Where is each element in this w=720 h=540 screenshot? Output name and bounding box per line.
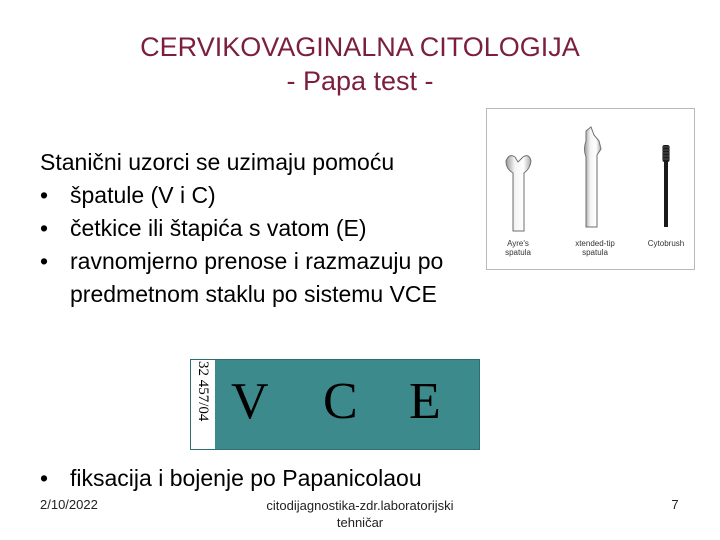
slide-title-line-1: CERVIKOVAGINALNA CITOLOGIJA bbox=[140, 32, 580, 62]
cytobrush-icon bbox=[662, 145, 670, 227]
bullet-item bbox=[40, 179, 540, 212]
bullet-marker: • bbox=[40, 182, 49, 208]
slide-label-strip bbox=[191, 360, 215, 449]
bullet-item bbox=[40, 212, 540, 245]
ayre-spatula-icon bbox=[506, 156, 531, 231]
extended-tip-spatula-icon bbox=[585, 127, 602, 227]
bullet-text: špatule (V i C) bbox=[70, 182, 216, 208]
microscope-slide bbox=[190, 359, 480, 450]
bullet-text: ravnomjerno prenose i razmazuju po bbox=[70, 248, 444, 274]
bullet-marker: • bbox=[40, 215, 49, 241]
footer-center-line-2: tehničar bbox=[336, 515, 384, 530]
bullet-marker: • bbox=[40, 248, 49, 274]
bullet-text: četkice ili štapića s vatom (E) bbox=[70, 215, 367, 241]
page-number: 7 bbox=[671, 497, 679, 512]
slide-letter-e: E bbox=[409, 373, 441, 430]
fixation-text: fiksacija i bojenje po Papanicolaou bbox=[70, 465, 422, 491]
slide-title-line-2: - Papa test - bbox=[286, 66, 434, 96]
body-text bbox=[40, 146, 540, 311]
bullet-marker: • bbox=[40, 465, 49, 491]
footer-center-text bbox=[250, 497, 470, 531]
cytobrush-label: Cytobrush bbox=[647, 239, 685, 248]
footer-center-line-1: citodijagnostika-zdr.laboratorijski bbox=[266, 498, 454, 513]
slide-number: 32 457/04 bbox=[195, 361, 211, 422]
footer-date: 2/10/2022 bbox=[40, 497, 98, 512]
ayre-spatula-label: Ayre's spatula bbox=[505, 239, 531, 257]
slide-title bbox=[60, 30, 660, 98]
intro-text: Stanični uzorci se uzimaju pomoću bbox=[40, 149, 395, 175]
slide-letter-c: C bbox=[323, 373, 358, 430]
bullet-item bbox=[40, 245, 540, 278]
extended-tip-spatula-label: xtended-tip spatula bbox=[575, 239, 615, 257]
bullet-continuation: predmetnom staklu po sistemu VCE bbox=[70, 281, 437, 307]
fixation-bullet bbox=[40, 462, 600, 495]
sampling-tools-figure bbox=[486, 108, 695, 270]
slide-letter-v: V bbox=[231, 373, 269, 430]
